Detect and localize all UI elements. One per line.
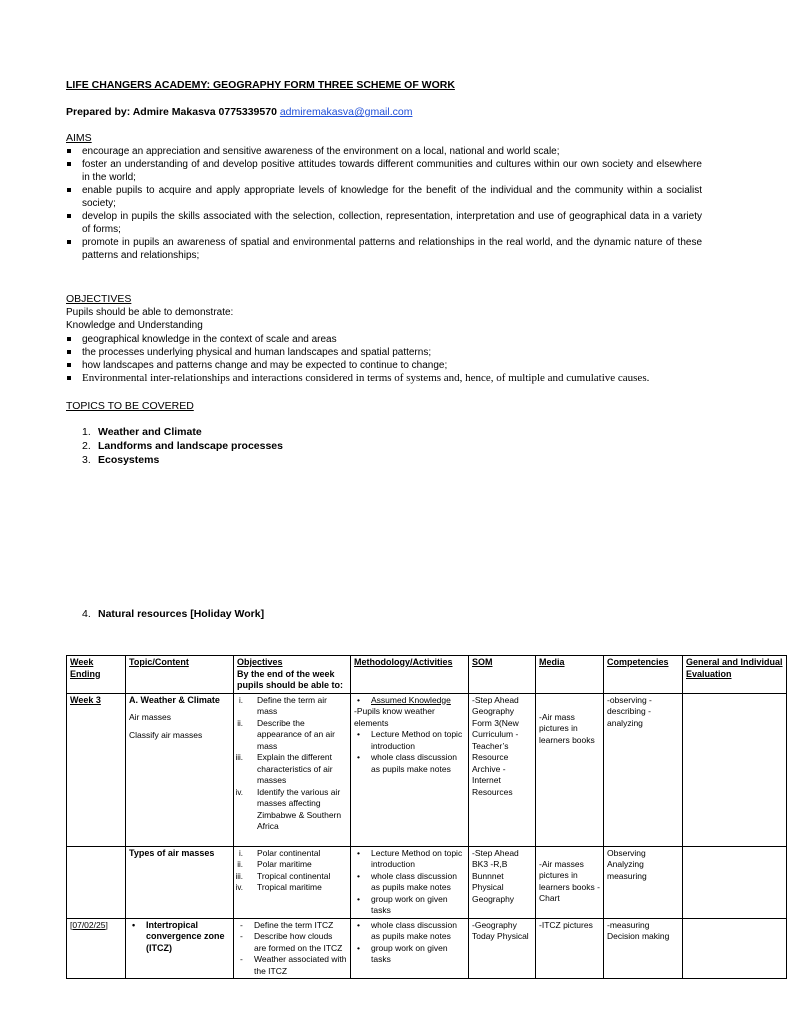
cell-objectives: i. Polar continental ii. Polar maritime iii. Tropical continental iv. Tropical maritime [234,846,351,918]
cell-methodology: • Assumed Knowledge -Pupils know weather elements • Lecture Method on topic introduction • whole class discussion as pupils make notes [351,693,469,846]
table-row [67,846,787,918]
email-link[interactable]: admiremakasva@gmail.com [279,106,413,118]
cell-competencies: -measuring Decision making [604,918,683,979]
topic-item: 2. Landforms and landscape processes [82,440,283,452]
table-row [67,693,787,846]
cell-topic: A. Weather & Climate Air masses Classify air masses [126,693,234,846]
aims-item: enable pupils to acquire and apply appropriate levels of knowledge for the benefit of the individual and the community within a socialist society; [66,184,702,210]
header-som: SOM [469,656,536,694]
cell-objectives: i. Define the term air mass ii. Describe the appearance of an air mass iii. Explain the different characteristics of air masses iv. Identify the various air masses affecting Zimbabwe & Southern Africa [234,693,351,846]
cell-som: -Geography Today Physical [469,918,536,979]
prepared-by-label: Prepared by: Admire Makasva 0775339570 [66,106,277,118]
cell-topic: • Intertropical convergence zone (ITCZ) [126,918,234,979]
cell-objectives: - Define the term ITCZ - Describe how clouds are formed on the ITCZ - Weather associated with the ITCZ [234,918,351,979]
header-competencies: Competencies [604,656,683,694]
cell-week [67,846,126,918]
table-row [67,918,787,979]
document-title: LIFE CHANGERS ACADEMY: GEOGRAPHY FORM THREE SCHEME OF WORK [66,79,455,91]
cell-media: -Air mass pictures in learners books [536,693,604,846]
cell-topic: Types of air masses [126,846,234,918]
aims-heading: AIMS [66,132,92,144]
cell-week: Week 3 [67,693,126,846]
cell-evaluation [683,918,787,979]
header-media: Media [536,656,604,694]
objectives-item: geographical knowledge in the context of scale and areas [66,333,702,346]
topics-heading: TOPICS TO BE COVERED [66,400,194,412]
scheme-of-work-table [66,655,787,979]
cell-som: -Step Ahead BK3 -R,B Bunnnet Physical Geography [469,846,536,918]
header-week: Week Ending [67,656,126,694]
cell-methodology: • whole class discussion as pupils make notes • group work on given tasks [351,918,469,979]
topic-item: 3. Ecosystems [82,454,160,466]
cell-methodology: • Lecture Method on topic introduction • whole class discussion as pupils make notes • group work on given tasks [351,846,469,918]
topics-list [82,425,283,467]
objectives-item: Environmental inter-relationships and interactions considered in terms of systems and, hence, of multiple and cumulative causes. [66,372,702,385]
topic-item: 1. Weather and Climate [82,426,202,438]
cell-media: -ITCZ pictures [536,918,604,979]
objectives-list [66,333,702,385]
aims-list [66,145,702,262]
topic-item: 4. Natural resources [Holiday Work] [82,608,265,620]
header-evaluation: General and Individual Evaluation [683,656,787,694]
header-objectives: Objectives By the end of the week pupils should be able to: [234,656,351,694]
cell-competencies: Observing Analyzing measuring [604,846,683,918]
cell-evaluation [683,846,787,918]
aims-item: promote in pupils an awareness of spatial and environmental patterns and relationships in the real world, and the dynamic nature of these patterns and relationships; [66,236,702,262]
header-methodology: Methodology/Activities [351,656,469,694]
objectives-item: how landscapes and patterns change and may be expected to continue to change; [66,359,702,372]
aims-item: foster an understanding of and develop positive attitudes towards different communities and cultures within our own society and elsewhere in the world; [66,158,702,184]
prepared-by-line [66,106,412,118]
objectives-item: the processes underlying physical and human landscapes and spatial patterns; [66,346,702,359]
aims-item: develop in pupils the skills associated with the selection, collection, representation, interpretation and use of geographical data in a variety of forms; [66,210,702,236]
table-header-row [67,656,787,694]
objectives-intro: Pupils should be able to demonstrate: [66,307,234,318]
objectives-subheading: Knowledge and Understanding [66,320,203,331]
cell-media: -Air masses pictures in learners books -Chart [536,846,604,918]
cell-week: [07/02/25] [67,918,126,979]
cell-som: -Step Ahead Geography Form 3(New Curriculum -Teacher’s Resource Archive -Internet Resources [469,693,536,846]
aims-item: encourage an appreciation and sensitive awareness of the environment on a local, national and world scale; [66,145,702,158]
cell-evaluation [683,693,787,846]
header-topic: Topic/Content [126,656,234,694]
objectives-heading: OBJECTIVES [66,293,132,305]
cell-competencies: -observing -describing - analyzing [604,693,683,846]
